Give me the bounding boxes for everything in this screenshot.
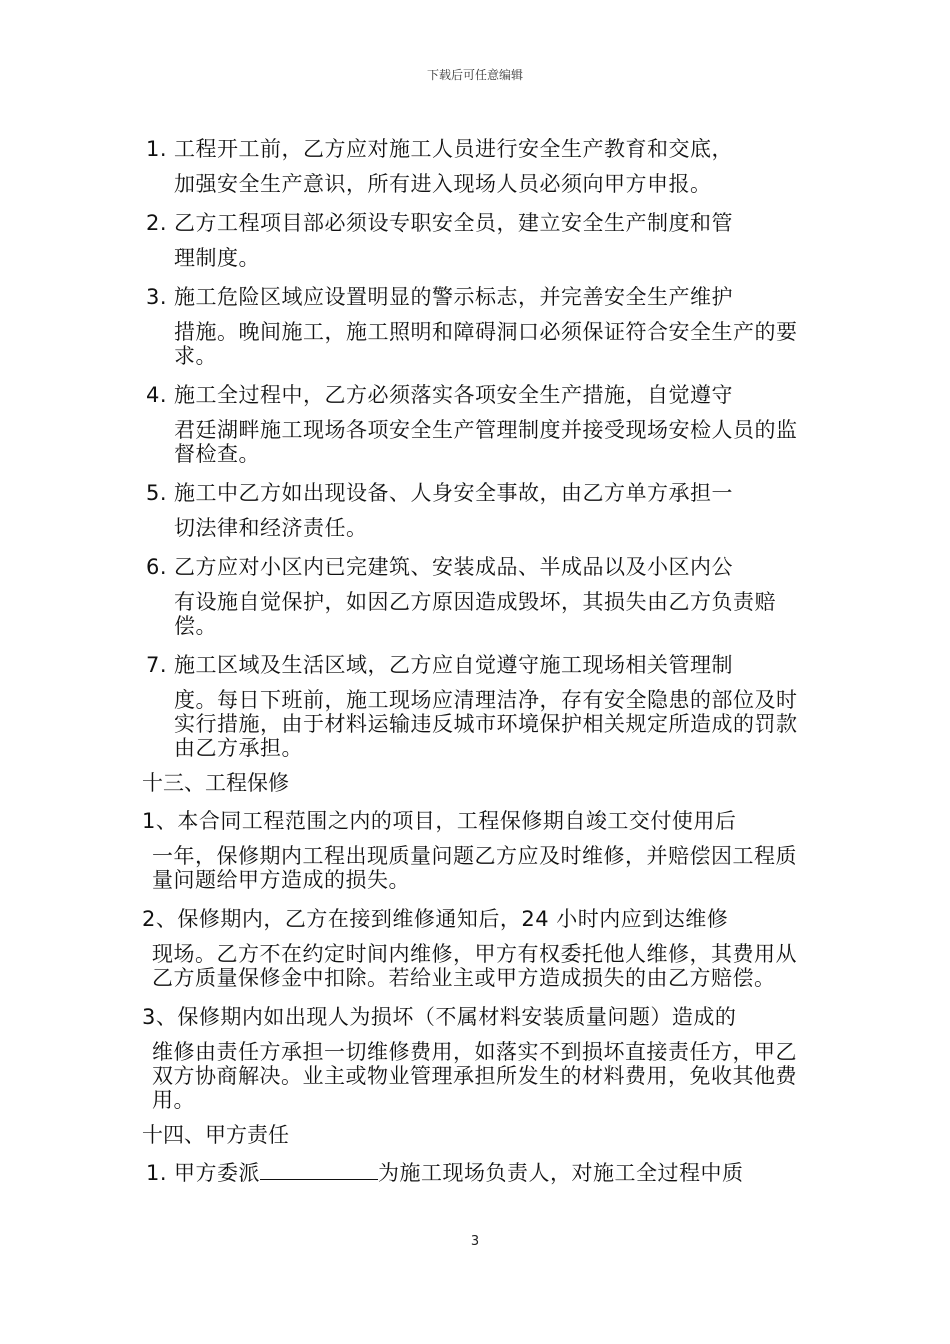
list-item <box>146 130 816 196</box>
item-first-line: 施工全过程中，乙方必须落实各项安全生产措施，自觉遵守 <box>174 383 733 407</box>
item-first-line <box>146 1154 816 1192</box>
item-continuation: 切法律和经济责任。 <box>174 516 368 540</box>
item-continuation: 有设施自觉保护，如因乙方原因造成毁坏，其损失由乙方负责赔偿。 <box>174 590 776 638</box>
item-number: 7. <box>146 653 168 677</box>
item-continuation: 度。每日下班前，施工现场应清理洁净，存有安全隐患的部位及时实行措施，由于材料运输违反城市环境保护相关规定所造成的罚款由乙方承担。 <box>174 688 798 760</box>
item-continuation: 维修由责任方承担一切维修费用，如落实不到损坏直接责任方，甲乙双方协商解决。业主或物业管理承担所发生的材料费用，免收其他费用。 <box>152 1040 797 1112</box>
item-continuation: 加强安全生产意识，所有进入现场人员必须向甲方申报。 <box>174 172 712 196</box>
section-heading-14: 十四、甲方责任 <box>142 1123 289 1147</box>
section-heading-13: 十三、工程保修 <box>142 771 289 795</box>
item-continuation: 现场。乙方不在约定时间内维修，甲方有权委托他人维修，其费用从乙方质量保修金中扣除。若给业主或甲方造成损失的由乙方赔偿。 <box>152 942 797 990</box>
item-first-line: 3、保修期内如出现人为损坏（不属材料安装质量问题）造成的 <box>142 1005 737 1029</box>
item-number: 6. <box>146 555 168 579</box>
item-continuation: 措施。晚间施工，施工照明和障碍洞口必须保证符合安全生产的要求。 <box>174 320 798 368</box>
item-first-line: 施工中乙方如出现设备、人身安全事故，由乙方单方承担一 <box>174 481 733 505</box>
list-item <box>146 376 816 466</box>
warranty-item <box>142 802 816 892</box>
item-number: 1. <box>146 137 168 161</box>
item-continuation: 理制度。 <box>174 246 260 270</box>
item-first-line: 施工危险区域应设置明显的警示标志，并完善安全生产维护 <box>174 285 733 309</box>
item-number: 5. <box>146 481 168 505</box>
item-first-line: 施工区域及生活区域，乙方应自觉遵守施工现场相关管理制 <box>174 653 733 677</box>
list-item <box>146 548 816 638</box>
list-item <box>146 474 816 540</box>
list-item <box>146 1154 816 1192</box>
item-continuation: 一年，保修期内工程出现质量问题乙方应及时维修，并赔偿因工程质量问题给甲方造成的损失。 <box>152 844 797 892</box>
item-first-line: 乙方工程项目部必须设专职安全员，建立安全生产制度和管 <box>174 211 733 235</box>
item-first-line: 工程开工前，乙方应对施工人员进行安全生产教育和交底， <box>174 137 733 161</box>
warranty-item <box>142 900 816 990</box>
list-item <box>146 646 816 760</box>
item-continuation: 君廷湖畔施工现场各项安全生产管理制度并接受现场安检人员的监督检查。 <box>174 418 798 466</box>
item-first-line: 2、保修期内，乙方在接到维修通知后，24 小时内应到达维修 <box>142 907 729 931</box>
item-number: 3. <box>146 285 168 309</box>
item-number: 2. <box>146 211 168 235</box>
list-item <box>146 204 816 270</box>
item-first-line: 乙方应对小区内已完建筑、安装成品、半成品以及小区内公 <box>174 555 733 579</box>
page-number: 3 <box>470 1234 480 1249</box>
item-number: 1. <box>146 1161 168 1185</box>
document-body <box>142 130 816 1192</box>
list-item <box>146 278 816 368</box>
text-after-blank: 为施工现场负责人，对施工全过程中质 <box>378 1161 744 1185</box>
item-number: 4. <box>146 383 168 407</box>
item-first-line: 1、本合同工程范围之内的项目，工程保修期自竣工交付使用后 <box>142 809 737 833</box>
fill-in-blank[interactable] <box>260 1161 378 1180</box>
page-header: 下载后可任意编辑 <box>426 68 523 82</box>
warranty-item <box>142 998 816 1112</box>
text-before-blank: 甲方委派 <box>174 1161 260 1185</box>
